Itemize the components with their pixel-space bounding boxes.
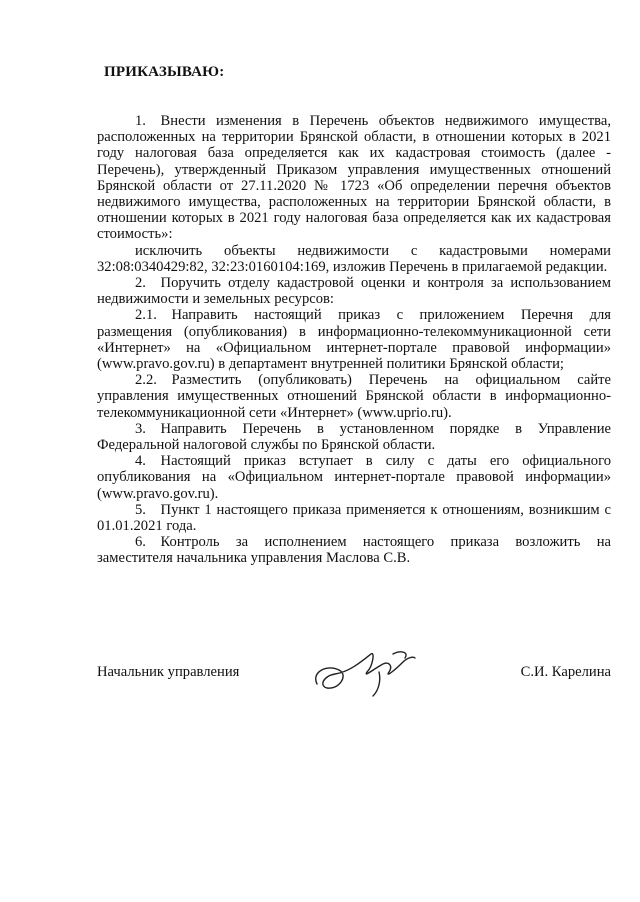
handwritten-signature: [309, 642, 419, 700]
paragraph-3: 3. Направить Перечень в установленном порядке в Управление Федеральной налоговой службы по Брянской области.: [97, 420, 611, 454]
paragraph-5: 5. Пункт 1 настоящего приказа применяется к отношениям, возникшим с 01.01.2021 года.: [97, 501, 611, 535]
paragraph-2-1: 2.1. Направить настоящий приказ с приложением Перечня для размещения (опубликования) в информационно-телекоммуникационной сети «Интернет» на «Официальном интернет-портале правовой информации» (www.pravo.gov.ru) в департамент внутренней политики Брянской области;: [97, 307, 611, 373]
paragraph-6: 6. Контроль за исполнением настоящего приказа возложить на заместителя начальника управления Маслова С.В.: [97, 534, 611, 567]
paragraph-2-2: 2.2. Разместить (опубликовать) Перечень на официальном сайте управления имущественных отношений Брянской области в информационно-телекоммуникационной сети «Интернет» (www.uprio.ru).: [97, 372, 611, 421]
paragraph-1-exclusion: исключить объекты недвижимости с кадастровыми номерами 32:08:0340429:82, 32:23:0160104:169, изложив Перечень в прилагаемой редакции.: [97, 242, 611, 275]
document-heading: ПРИКАЗЫВАЮ:: [104, 64, 225, 80]
signer-position: Начальник управления: [97, 664, 240, 680]
paragraph-4: 4. Настоящий приказ вступает в силу с даты его официального опубликования на «Официальном интернет-портале правовой информации» (www.pravo.gov.ru).: [97, 453, 611, 502]
document-body: [97, 113, 611, 567]
paragraph-1: 1. Внести изменения в Перечень объектов недвижимого имущества, расположенных на территории Брянской области, в отношении которых в 2021 году налоговая база определяется как их кадастровая стоимость (далее - Перечень), утвержденный Приказом управления имущественных отношений Брянской области от 27.11.2020 № 1723 «Об определении перечня объектов недвижимого имущества, расположенных на территории Брянской области, в отношении которых в 2021 году налоговая база определяется как их кадастровая стоимость»:: [97, 113, 611, 243]
signer-name: С.И. Карелина: [520, 664, 611, 680]
paragraph-2: 2. Поручить отделу кадастровой оценки и контроля за использованием недвижимости и земельных ресурсов:: [97, 275, 611, 308]
